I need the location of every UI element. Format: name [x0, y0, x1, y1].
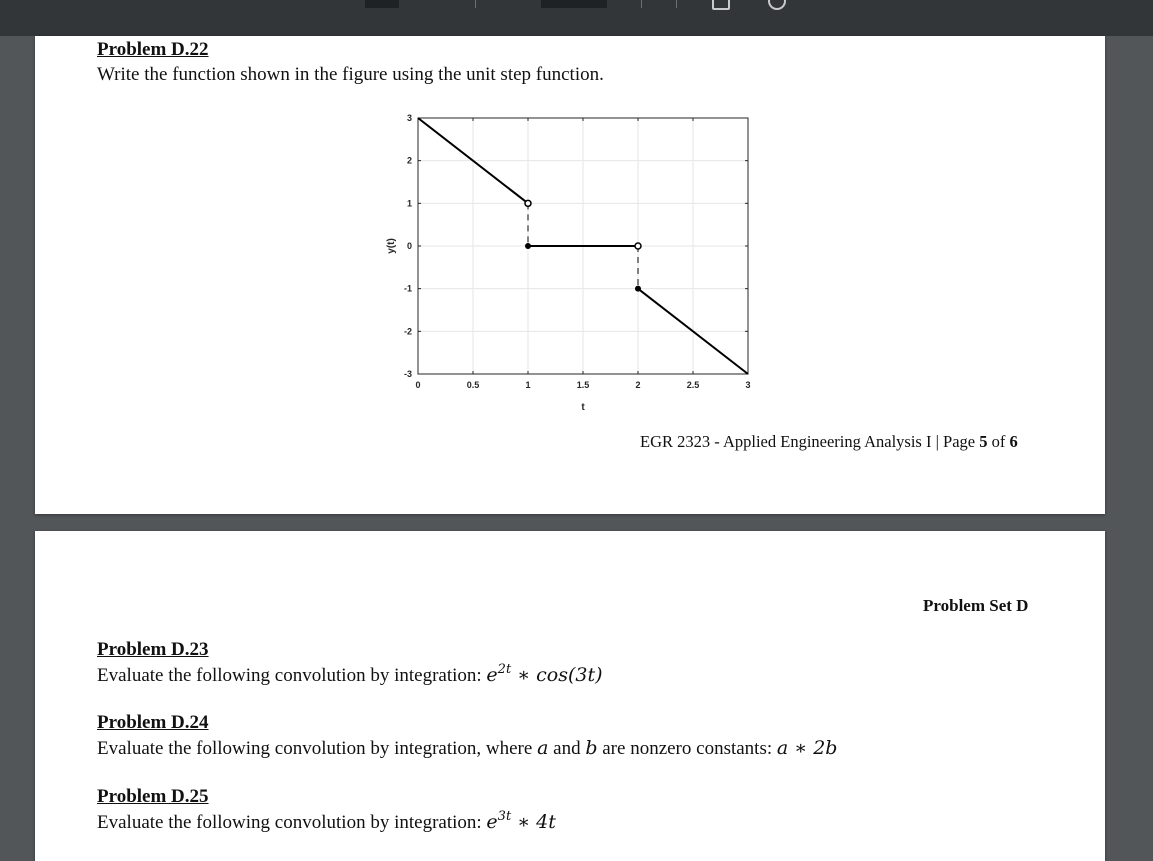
- toolbar-button[interactable]: [541, 0, 607, 8]
- problem-d24-prompt-c: are nonzero constants:: [597, 738, 777, 759]
- problem-d25-math: [486, 811, 555, 833]
- page-footer: [640, 432, 1018, 452]
- x-tick-label: 0: [415, 380, 421, 390]
- problem-d23-prompt: Evaluate the following convolution by integration:: [97, 665, 487, 686]
- pdf-page-5: [35, 36, 1105, 514]
- x-tick-label: 0.5: [466, 380, 480, 390]
- x-tick-label: 2.5: [686, 380, 700, 390]
- math-base: e: [486, 664, 498, 686]
- problem-d22-text: Write the function shown in the figure using the unit step function.: [97, 64, 604, 85]
- fit-page-icon[interactable]: [712, 0, 730, 10]
- problem-d22-title: Problem D.22: [97, 39, 209, 60]
- var-b: b: [585, 737, 598, 759]
- toolbar-divider: [676, 0, 677, 8]
- rotate-icon[interactable]: [768, 0, 786, 10]
- toolbar-divider: [475, 0, 476, 8]
- footer-page-total: 6: [1009, 432, 1018, 451]
- y-tick-label: 3: [406, 113, 412, 123]
- x-axis-label: t: [581, 402, 585, 413]
- pdf-page-6: [35, 531, 1105, 861]
- x-tick-label: 2: [635, 380, 641, 390]
- problem-d24-title: Problem D.24: [97, 712, 209, 733]
- footer-of: of: [987, 432, 1010, 451]
- footer-page-number: 5: [979, 432, 988, 451]
- y-tick-label: 1: [406, 198, 412, 209]
- math-exponent: 2t: [497, 662, 512, 677]
- math-base: e: [486, 811, 498, 833]
- math-exponent: 3t: [497, 809, 512, 824]
- math-rest: ∗ 4t: [511, 811, 556, 833]
- problem-d25-prompt: Evaluate the following convolution by integration:: [97, 812, 487, 833]
- problem-d23-text: [97, 664, 603, 687]
- closed-point: [635, 286, 641, 292]
- x-tick-label: 1: [525, 380, 531, 390]
- y-tick-label: -1: [403, 283, 412, 294]
- closed-point: [525, 243, 531, 249]
- open-point: [635, 243, 641, 249]
- x-tick-label: 1.5: [576, 380, 590, 390]
- problem-d23-math: [486, 664, 602, 686]
- problem-set-label: Problem Set D: [923, 596, 1029, 615]
- problem-d24-math: a ∗ 2b: [776, 737, 838, 759]
- problem-d24-prompt-a: Evaluate the following convolution by integration, where: [97, 738, 538, 759]
- toolbar-button[interactable]: [365, 0, 399, 8]
- step-function-chart: [370, 106, 790, 416]
- problem-d25-title: Problem D.25: [97, 786, 209, 807]
- y-tick-label: -3: [403, 369, 412, 379]
- footer-course: EGR 2323 - Applied Engineering Analysis I | Page: [640, 432, 980, 451]
- problem-d24-prompt-b: and: [548, 738, 586, 759]
- pdf-toolbar: [0, 0, 1153, 36]
- problem-d25-text: [97, 811, 556, 834]
- math-rest: ∗ cos(3t): [511, 664, 603, 686]
- x-tick-label: 3: [745, 380, 751, 390]
- y-tick-label: 0: [406, 241, 412, 251]
- y-tick-label: 2: [406, 155, 412, 166]
- problem-d24-text: [97, 737, 837, 760]
- var-a: a: [537, 737, 549, 759]
- open-point: [525, 200, 531, 206]
- y-tick-label: -2: [403, 326, 412, 337]
- problem-d23-title: Problem D.23: [97, 639, 209, 660]
- toolbar-divider: [641, 0, 642, 8]
- y-axis-label: y(t): [386, 238, 397, 254]
